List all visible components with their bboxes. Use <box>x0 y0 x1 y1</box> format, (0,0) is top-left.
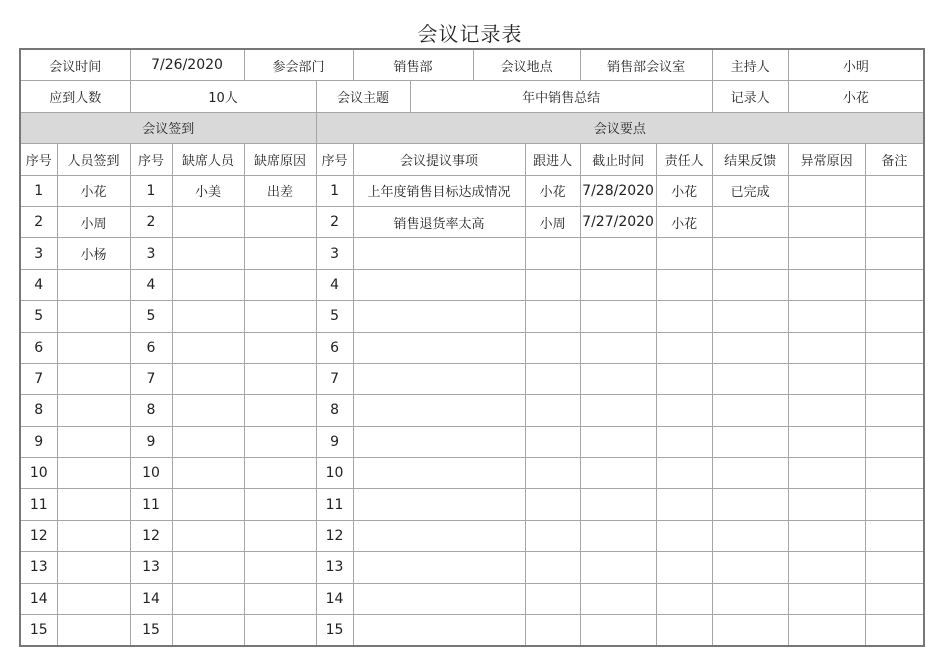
table-row <box>20 520 924 551</box>
col-header-anomaly: 异常原因 <box>788 144 865 175</box>
owner-cell: 小花 <box>656 175 712 206</box>
point-seq-cell: 2 <box>316 206 353 237</box>
signin-section-title: 会议签到 <box>20 112 316 143</box>
anomaly-cell <box>788 489 865 520</box>
absence-reason-cell <box>244 583 316 614</box>
absence-seq-cell: 4 <box>130 269 172 300</box>
remark-cell <box>865 175 924 206</box>
absent-person-cell <box>172 615 244 647</box>
info-row-2 <box>20 81 924 112</box>
signin-seq-cell: 2 <box>20 206 57 237</box>
owner-cell <box>656 489 712 520</box>
absence-seq-cell: 7 <box>130 363 172 394</box>
absence-reason-cell <box>244 395 316 426</box>
deadline-cell <box>580 301 656 332</box>
follower-cell <box>525 238 580 269</box>
remark-cell <box>865 363 924 394</box>
remark-cell <box>865 332 924 363</box>
point-seq-cell: 9 <box>316 426 353 457</box>
meeting-time-label: 会议时间 <box>20 49 130 81</box>
remark-cell <box>865 520 924 551</box>
absent-person-cell <box>172 395 244 426</box>
absence-seq-cell: 15 <box>130 615 172 647</box>
host-label: 主持人 <box>712 49 788 81</box>
table-row <box>20 458 924 489</box>
remark-cell <box>865 583 924 614</box>
signin-seq-cell: 6 <box>20 332 57 363</box>
col-header-absent: 缺席人员 <box>172 144 244 175</box>
anomaly-cell <box>788 332 865 363</box>
deadline-cell <box>580 489 656 520</box>
absent-person-cell <box>172 489 244 520</box>
remark-cell <box>865 458 924 489</box>
signer-cell <box>57 489 130 520</box>
agenda-item-cell <box>353 238 525 269</box>
signin-seq-cell: 10 <box>20 458 57 489</box>
feedback-cell <box>712 363 788 394</box>
signin-seq-cell: 3 <box>20 238 57 269</box>
owner-cell <box>656 269 712 300</box>
signer-cell <box>57 583 130 614</box>
agenda-item-cell <box>353 552 525 583</box>
deadline-cell <box>580 583 656 614</box>
table-row <box>20 206 924 237</box>
follower-cell <box>525 395 580 426</box>
feedback-cell <box>712 552 788 583</box>
remark-cell <box>865 269 924 300</box>
signin-seq-cell: 12 <box>20 520 57 551</box>
anomaly-cell <box>788 206 865 237</box>
absent-person-cell <box>172 301 244 332</box>
absence-reason-cell: 出差 <box>244 175 316 206</box>
anomaly-cell <box>788 583 865 614</box>
feedback-cell <box>712 615 788 647</box>
signer-cell <box>57 520 130 551</box>
remark-cell <box>865 238 924 269</box>
topic-label: 会议主题 <box>316 81 410 112</box>
attendees-value: 10人 <box>130 81 316 112</box>
signer-cell <box>57 458 130 489</box>
deadline-cell <box>580 615 656 647</box>
column-header-row <box>20 144 924 175</box>
point-seq-cell: 14 <box>316 583 353 614</box>
deadline-cell <box>580 332 656 363</box>
follower-cell <box>525 615 580 647</box>
agenda-item-cell <box>353 520 525 551</box>
department-value: 销售部 <box>353 49 473 81</box>
deadline-cell <box>580 426 656 457</box>
absent-person-cell: 小美 <box>172 175 244 206</box>
remark-cell <box>865 301 924 332</box>
follower-cell <box>525 520 580 551</box>
agenda-item-cell <box>353 395 525 426</box>
absence-seq-cell: 3 <box>130 238 172 269</box>
agenda-item-cell <box>353 269 525 300</box>
signin-seq-cell: 13 <box>20 552 57 583</box>
recorder-value: 小花 <box>788 81 924 112</box>
point-seq-cell: 15 <box>316 615 353 647</box>
deadline-cell <box>580 269 656 300</box>
signer-cell <box>57 301 130 332</box>
anomaly-cell <box>788 426 865 457</box>
table-row <box>20 175 924 206</box>
signin-seq-cell: 11 <box>20 489 57 520</box>
signer-cell <box>57 269 130 300</box>
table-row <box>20 301 924 332</box>
absence-seq-cell: 9 <box>130 426 172 457</box>
follower-cell <box>525 458 580 489</box>
anomaly-cell <box>788 552 865 583</box>
owner-cell <box>656 426 712 457</box>
feedback-cell <box>712 332 788 363</box>
absence-reason-cell <box>244 552 316 583</box>
absent-person-cell <box>172 269 244 300</box>
feedback-cell <box>712 426 788 457</box>
signer-cell: 小花 <box>57 175 130 206</box>
owner-cell <box>656 363 712 394</box>
deadline-cell <box>580 552 656 583</box>
absence-reason-cell <box>244 615 316 647</box>
absence-reason-cell <box>244 458 316 489</box>
agenda-item-cell <box>353 301 525 332</box>
signer-cell <box>57 552 130 583</box>
meeting-record-table <box>19 48 925 647</box>
signer-cell <box>57 395 130 426</box>
owner-cell <box>656 238 712 269</box>
table-row <box>20 552 924 583</box>
col-header-deadline: 截止时间 <box>580 144 656 175</box>
agenda-item-cell <box>353 615 525 647</box>
remark-cell <box>865 615 924 647</box>
absence-seq-cell: 13 <box>130 552 172 583</box>
signin-seq-cell: 7 <box>20 363 57 394</box>
feedback-cell <box>712 238 788 269</box>
col-header-remark: 备注 <box>865 144 924 175</box>
signer-cell <box>57 363 130 394</box>
deadline-cell: 7/28/2020 <box>580 175 656 206</box>
point-seq-cell: 12 <box>316 520 353 551</box>
col-header-seq2: 序号 <box>130 144 172 175</box>
col-header-reason: 缺席原因 <box>244 144 316 175</box>
point-seq-cell: 3 <box>316 238 353 269</box>
follower-cell: 小花 <box>525 175 580 206</box>
agenda-item-cell: 销售退货率太高 <box>353 206 525 237</box>
signer-cell: 小杨 <box>57 238 130 269</box>
point-seq-cell: 8 <box>316 395 353 426</box>
absence-reason-cell <box>244 238 316 269</box>
anomaly-cell <box>788 458 865 489</box>
follower-cell <box>525 552 580 583</box>
absence-seq-cell: 2 <box>130 206 172 237</box>
feedback-cell: 已完成 <box>712 175 788 206</box>
owner-cell: 小花 <box>656 206 712 237</box>
absence-seq-cell: 5 <box>130 301 172 332</box>
point-seq-cell: 7 <box>316 363 353 394</box>
absence-reason-cell <box>244 332 316 363</box>
anomaly-cell <box>788 269 865 300</box>
absent-person-cell <box>172 520 244 551</box>
table-row <box>20 238 924 269</box>
col-header-follower: 跟进人 <box>525 144 580 175</box>
table-row <box>20 615 924 647</box>
follower-cell <box>525 363 580 394</box>
remark-cell <box>865 206 924 237</box>
table-row <box>20 583 924 614</box>
signin-seq-cell: 5 <box>20 301 57 332</box>
agenda-item-cell <box>353 426 525 457</box>
table-row <box>20 269 924 300</box>
agenda-item-cell <box>353 332 525 363</box>
signer-cell <box>57 426 130 457</box>
owner-cell <box>656 332 712 363</box>
point-seq-cell: 1 <box>316 175 353 206</box>
follower-cell: 小周 <box>525 206 580 237</box>
absent-person-cell <box>172 206 244 237</box>
remark-cell <box>865 426 924 457</box>
signin-seq-cell: 9 <box>20 426 57 457</box>
deadline-cell <box>580 520 656 551</box>
absence-seq-cell: 1 <box>130 175 172 206</box>
anomaly-cell <box>788 175 865 206</box>
remark-cell <box>865 395 924 426</box>
recorder-label: 记录人 <box>712 81 788 112</box>
absent-person-cell <box>172 583 244 614</box>
location-label: 会议地点 <box>473 49 580 81</box>
signin-seq-cell: 14 <box>20 583 57 614</box>
signin-seq-cell: 8 <box>20 395 57 426</box>
absence-seq-cell: 8 <box>130 395 172 426</box>
owner-cell <box>656 520 712 551</box>
section-header-row <box>20 112 924 143</box>
point-seq-cell: 5 <box>316 301 353 332</box>
feedback-cell <box>712 206 788 237</box>
deadline-cell <box>580 395 656 426</box>
absent-person-cell <box>172 238 244 269</box>
info-row-1 <box>20 49 924 81</box>
absent-person-cell <box>172 458 244 489</box>
col-header-seq1: 序号 <box>20 144 57 175</box>
owner-cell <box>656 615 712 647</box>
remark-cell <box>865 552 924 583</box>
absence-reason-cell <box>244 520 316 551</box>
point-seq-cell: 4 <box>316 269 353 300</box>
point-seq-cell: 10 <box>316 458 353 489</box>
agenda-item-cell <box>353 583 525 614</box>
signin-seq-cell: 15 <box>20 615 57 647</box>
absence-reason-cell <box>244 489 316 520</box>
feedback-cell <box>712 520 788 551</box>
feedback-cell <box>712 301 788 332</box>
feedback-cell <box>712 458 788 489</box>
table-row <box>20 426 924 457</box>
absent-person-cell <box>172 426 244 457</box>
follower-cell <box>525 269 580 300</box>
table-row <box>20 363 924 394</box>
col-header-owner: 责任人 <box>656 144 712 175</box>
deadline-cell <box>580 363 656 394</box>
agenda-item-cell <box>353 458 525 489</box>
absent-person-cell <box>172 552 244 583</box>
absent-person-cell <box>172 363 244 394</box>
feedback-cell <box>712 489 788 520</box>
point-seq-cell: 11 <box>316 489 353 520</box>
owner-cell <box>656 583 712 614</box>
topic-value: 年中销售总结 <box>410 81 712 112</box>
point-seq-cell: 6 <box>316 332 353 363</box>
signer-cell <box>57 615 130 647</box>
absence-reason-cell <box>244 301 316 332</box>
absence-seq-cell: 14 <box>130 583 172 614</box>
signer-cell: 小周 <box>57 206 130 237</box>
location-value: 销售部会议室 <box>580 49 712 81</box>
absence-seq-cell: 6 <box>130 332 172 363</box>
anomaly-cell <box>788 238 865 269</box>
remark-cell <box>865 489 924 520</box>
absence-seq-cell: 11 <box>130 489 172 520</box>
anomaly-cell <box>788 363 865 394</box>
table-row <box>20 489 924 520</box>
anomaly-cell <box>788 301 865 332</box>
owner-cell <box>656 552 712 583</box>
owner-cell <box>656 458 712 489</box>
col-header-feedback: 结果反馈 <box>712 144 788 175</box>
table-row <box>20 332 924 363</box>
absence-reason-cell <box>244 206 316 237</box>
agenda-item-cell: 上年度销售目标达成情况 <box>353 175 525 206</box>
absence-seq-cell: 12 <box>130 520 172 551</box>
feedback-cell <box>712 395 788 426</box>
follower-cell <box>525 583 580 614</box>
follower-cell <box>525 426 580 457</box>
deadline-cell: 7/27/2020 <box>580 206 656 237</box>
follower-cell <box>525 332 580 363</box>
host-value: 小明 <box>788 49 924 81</box>
feedback-cell <box>712 583 788 614</box>
col-header-signer: 人员签到 <box>57 144 130 175</box>
feedback-cell <box>712 269 788 300</box>
anomaly-cell <box>788 520 865 551</box>
anomaly-cell <box>788 615 865 647</box>
follower-cell <box>525 301 580 332</box>
col-header-seq3: 序号 <box>316 144 353 175</box>
deadline-cell <box>580 238 656 269</box>
point-seq-cell: 13 <box>316 552 353 583</box>
absence-reason-cell <box>244 363 316 394</box>
page-title: 会议记录表 <box>417 22 523 46</box>
anomaly-cell <box>788 395 865 426</box>
signin-seq-cell: 4 <box>20 269 57 300</box>
absent-person-cell <box>172 332 244 363</box>
absence-reason-cell <box>244 426 316 457</box>
agenda-item-cell <box>353 489 525 520</box>
attendees-label: 应到人数 <box>20 81 130 112</box>
signin-seq-cell: 1 <box>20 175 57 206</box>
col-header-item: 会议提议事项 <box>353 144 525 175</box>
agenda-item-cell <box>353 363 525 394</box>
absence-seq-cell: 10 <box>130 458 172 489</box>
department-label: 参会部门 <box>244 49 353 81</box>
points-section-title: 会议要点 <box>316 112 924 143</box>
meeting-time-value: 7/26/2020 <box>130 49 244 81</box>
absence-reason-cell <box>244 269 316 300</box>
owner-cell <box>656 395 712 426</box>
deadline-cell <box>580 458 656 489</box>
table-row <box>20 395 924 426</box>
follower-cell <box>525 489 580 520</box>
signer-cell <box>57 332 130 363</box>
owner-cell <box>656 301 712 332</box>
